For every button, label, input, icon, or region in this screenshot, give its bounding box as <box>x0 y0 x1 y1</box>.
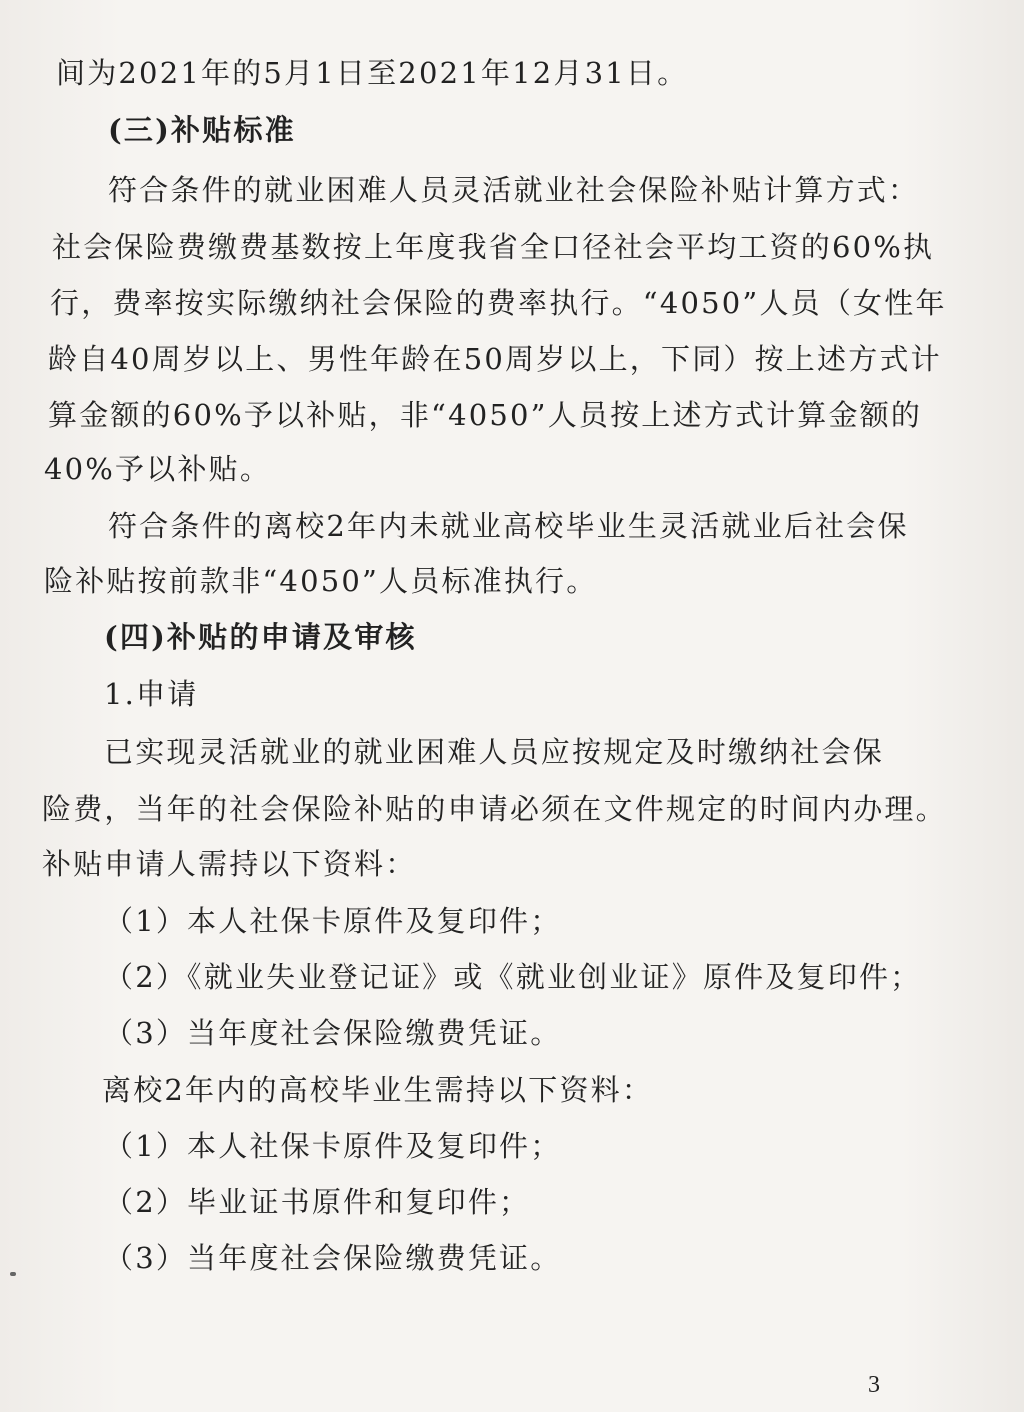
text-line: 40%予以补贴。 <box>44 452 272 486</box>
list-item: （1）本人社保卡原件及复印件； <box>104 904 562 938</box>
text-line: 已实现灵活就业的就业困难人员应按规定及时缴纳社会保 <box>104 735 885 769</box>
scan-speck <box>10 1272 16 1276</box>
text-line: 符合条件的离校2年内未就业高校毕业生灵活就业后社会保 <box>108 509 909 543</box>
text-line: 社会保险费缴费基数按上年度我省全口径社会平均工资的60%执 <box>52 230 935 264</box>
list-item: （3）当年度社会保险缴费凭证。 <box>104 1016 562 1050</box>
text-line: 算金额的60%予以补贴，非“4050”人员按上述方式计算金额的 <box>48 398 923 432</box>
list-item: （3）当年度社会保险缴费凭证。 <box>104 1241 562 1275</box>
text-line: 龄自40周岁以上、男性年龄在50周岁以上，下同）按上述方式计 <box>48 342 942 376</box>
page-number: 3 <box>868 1372 880 1398</box>
text-line: 符合条件的就业困难人员灵活就业社会保险补贴计算方式： <box>108 173 920 207</box>
text-line: 险补贴按前款非“4050”人员标准执行。 <box>44 564 598 598</box>
text-line: 间为2021年的5月1日至2021年12月31日。 <box>56 56 689 90</box>
text-line: 行，费率按实际缴纳社会保险的费率执行。“4050”人员（女性年 <box>50 286 947 320</box>
subsection-heading: 1.申请 <box>104 677 199 711</box>
text-line: 离校2年内的高校毕业生需持以下资料： <box>102 1073 654 1107</box>
list-item: （2）《就业失业登记证》或《就业创业证》原件及复印件； <box>104 960 922 994</box>
text-line: 险费，当年的社会保险补贴的申请必须在文件规定的时间内办理。 <box>42 792 947 826</box>
list-item: （1）本人社保卡原件及复印件； <box>104 1129 562 1163</box>
text-line: 补贴申请人需持以下资料： <box>42 847 417 881</box>
list-item: （2）毕业证书原件和复印件； <box>104 1185 531 1219</box>
section-heading-4: (四)补贴的申请及审核 <box>104 620 417 654</box>
section-heading-3: (三)补贴标准 <box>108 113 296 147</box>
